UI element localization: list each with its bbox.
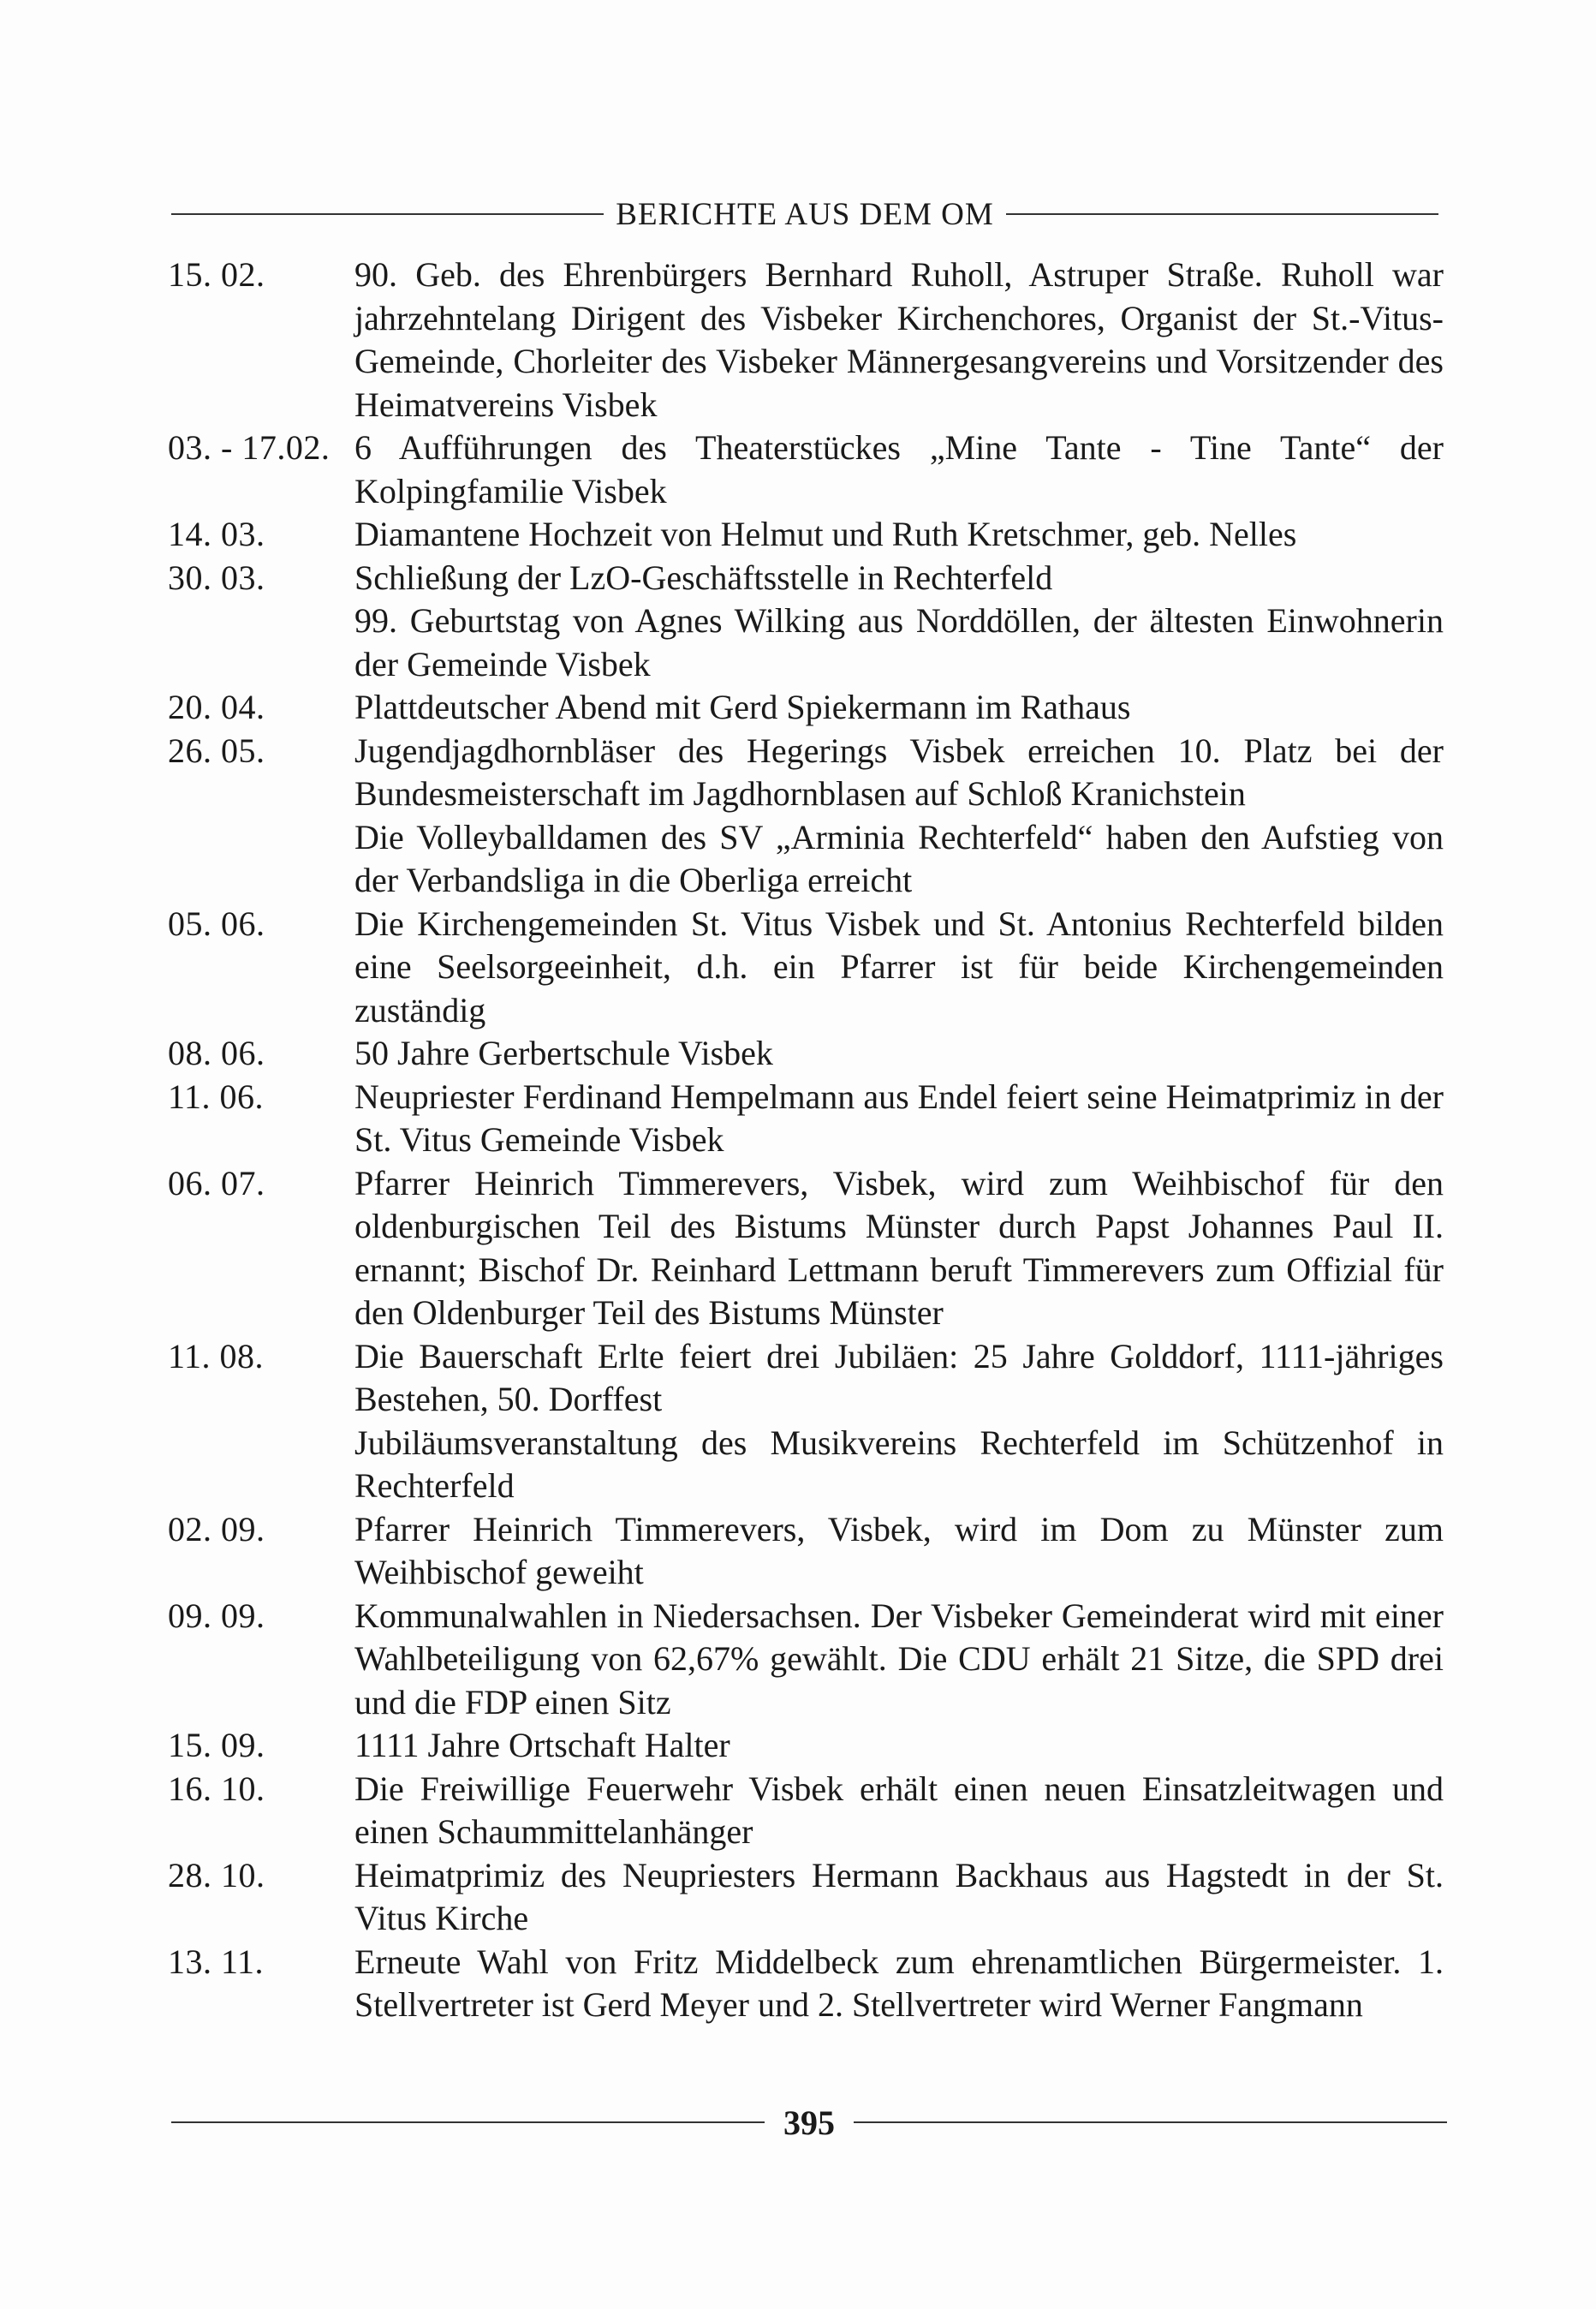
entry-text: 1111 Jahre Ortschaft Halter: [354, 1726, 730, 1764]
entry-date: [168, 816, 354, 903]
header-rule-left: [171, 213, 604, 215]
entry-text: Die Volleyballdamen des SV „Arminia Rechterfeld“ haben den Aufstieg von der Verbandsliga in die Oberliga erreicht: [354, 817, 1444, 899]
footer-rule-right: [854, 2121, 1447, 2123]
entry-text: Die Kirchengemeinden St. Vitus Visbek und St. Antonius Rechterfeld bilden eine Seelsorgeeinheit, d.h. ein Pfarrer ist für beide Kirchengemeinden zuständig: [354, 904, 1444, 1029]
entry-date: 20. 04.: [168, 688, 265, 726]
chronicle-entry: [168, 427, 1444, 513]
chronicle-entry: [168, 1032, 1444, 1076]
chronicle-entry: [168, 1162, 1444, 1335]
page-number: 395: [783, 2103, 835, 2142]
entry-text: Heimatprimiz des Neupriesters Hermann Backhaus aus Hagstedt in der St. Vitus Kirche: [354, 1855, 1444, 1937]
entry-text: Neupriester Ferdinand Hempelmann aus Endel feiert seine Heimatprimiz in der St. Vitus Gemeinde Visbek: [354, 1077, 1444, 1159]
chronicle-entry: [168, 816, 1444, 903]
entry-date: 06. 07.: [168, 1163, 265, 1202]
chronicle-entry: [168, 730, 1444, 816]
entry-text: Die Freiwillige Feuerwehr Visbek erhält einen neuen Einsatzleitwagen und einen Schaummittelanhänger: [354, 1769, 1444, 1851]
chronicle-entry: [168, 1422, 1444, 1508]
entry-date: 16. 10.: [168, 1769, 265, 1808]
entry-text: 50 Jahre Gerbertschule Visbek: [354, 1034, 773, 1072]
running-header: [171, 195, 1438, 233]
chronicle-entry: [168, 1508, 1444, 1595]
entry-date: 15. 09.: [168, 1726, 265, 1764]
entry-date: 08. 06.: [168, 1034, 265, 1072]
chronicle-entry: [168, 513, 1444, 557]
chronicle-list: [168, 254, 1444, 2027]
entry-date: [168, 1422, 354, 1508]
entry-date: 05. 06.: [168, 904, 265, 943]
header-rule-right: [1006, 213, 1438, 215]
chronicle-entry: [168, 903, 1444, 1033]
entry-date: 02. 09.: [168, 1509, 265, 1548]
chronicle-entry: [168, 1854, 1444, 1941]
entry-text: Pfarrer Heinrich Timmerevers, Visbek, wird im Dom zu Münster zum Weihbischof geweiht: [354, 1509, 1444, 1591]
entry-date: 09. 09.: [168, 1596, 265, 1635]
chronicle-entry: [168, 1076, 1444, 1162]
entry-date: [168, 600, 354, 686]
chronicle-entry: [168, 1595, 1444, 1725]
entry-text: 6 Aufführungen des Theaterstückes „Mine Tante - Tine Tante“ der Kolpingfamilie Visbek: [354, 428, 1444, 510]
entry-date: 28. 10.: [168, 1855, 265, 1894]
header-title: BERICHTE AUS DEM OM: [616, 196, 994, 232]
entry-date: 11. 08.: [168, 1336, 265, 1375]
chronicle-entry: [168, 254, 1444, 427]
entry-text: 99. Geburtstag von Agnes Wilking aus Norddöllen, der ältesten Einwohnerin der Gemeinde Visbek: [354, 601, 1444, 683]
chronicle-entry: [168, 686, 1444, 730]
footer-rule-left: [171, 2121, 765, 2123]
entry-text: Jugendjagdhornbläser des Hegerings Visbek erreichen 10. Platz bei der Bundesmeisterschaft im Jagdhornblasen auf Schloß Kranichstein: [354, 731, 1444, 813]
entry-text: Kommunalwahlen in Niedersachsen. Der Visbeker Gemeinderat wird mit einer Wahlbeteiligung von 62,67% gewählt. Die CDU erhält 21 Sitze, die SPD drei und die FDP einen Sitz: [354, 1596, 1444, 1721]
entry-date: 15. 02.: [168, 255, 265, 294]
entry-text: Die Bauerschaft Erlte feiert drei Jubiläen: 25 Jahre Golddorf, 1111-jähriges Bestehen, 50. Dorffest: [354, 1336, 1444, 1418]
entry-date: 14. 03.: [168, 515, 265, 553]
entry-text: Erneute Wahl von Fritz Middelbeck zum ehrenamtlichen Bürgermeister. 1. Stellvertreter ist Gerd Meyer und 2. Stellvertreter wird Werner Fangmann: [354, 1942, 1444, 2024]
chronicle-entry: [168, 600, 1444, 686]
entry-text: Plattdeutscher Abend mit Gerd Spiekermann im Rathaus: [354, 688, 1131, 726]
chronicle-entry: [168, 557, 1444, 600]
page-footer: [171, 2097, 1447, 2148]
entry-date: 11. 06.: [168, 1077, 265, 1116]
entry-date: 30. 03.: [168, 558, 265, 597]
entry-text: 90. Geb. des Ehrenbürgers Bernhard Ruholl, Astruper Straße. Ruholl war jahrzehntelang Dirigent des Visbeker Kirchenchores, Organist der St.-Vitus-Gemeinde, Chorleiter des Visbeker Männergesangvereins und Vorsitzender des Heimatvereins Visbek: [354, 255, 1444, 424]
entry-text: Diamantene Hochzeit von Helmut und Ruth Kretschmer, geb. Nelles: [354, 515, 1297, 553]
chronicle-entry: [168, 1724, 1444, 1768]
entry-date: 03. - 17.02.: [168, 428, 331, 467]
chronicle-entry: [168, 1335, 1444, 1422]
entry-text: Schließung der LzO-Geschäftsstelle in Rechterfeld: [354, 558, 1053, 597]
entry-date: 13. 11.: [168, 1942, 265, 1981]
chronicle-entry: [168, 1941, 1444, 2027]
chronicle-entry: [168, 1768, 1444, 1854]
entry-text: Jubiläumsveranstaltung des Musikvereins Rechterfeld im Schützenhof in Rechterfeld: [354, 1423, 1444, 1505]
entry-date: 26. 05.: [168, 731, 265, 770]
entry-text: Pfarrer Heinrich Timmerevers, Visbek, wird zum Weihbischof für den oldenburgischen Teil des Bistums Münster durch Papst Johannes Paul II. ernannt; Bischof Dr. Reinhard Lettmann beruft Timmerevers zum Offizial für den Oldenburger Teil des Bistums Münster: [354, 1163, 1444, 1332]
